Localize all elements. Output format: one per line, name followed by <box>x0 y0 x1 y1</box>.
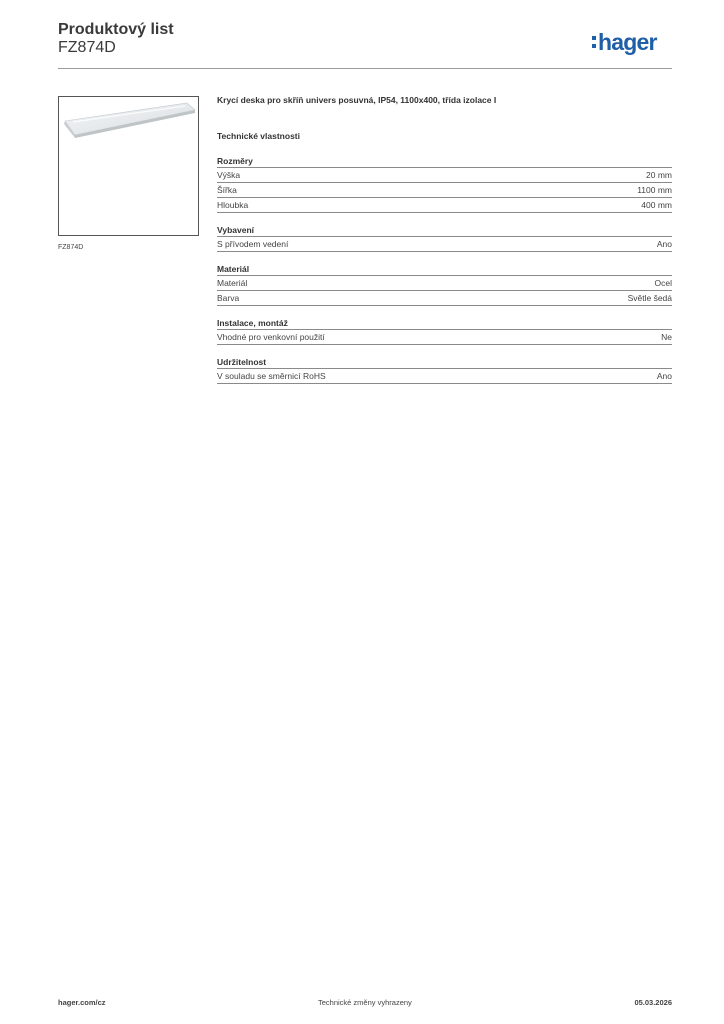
product-description: Krycí deska pro skříň univers posuvná, IP54, 1100x400, třída izolace I <box>217 95 497 105</box>
group-installation <box>217 317 672 345</box>
row-label: Výška <box>217 170 241 180</box>
table-row <box>217 330 672 345</box>
hager-dots-icon <box>592 28 674 58</box>
row-value: 400 mm <box>641 200 672 210</box>
row-value: Ne <box>661 332 672 342</box>
header-divider <box>58 68 672 69</box>
technical-properties-heading: Technické vlastnosti <box>217 131 300 141</box>
table-row <box>217 198 672 213</box>
table-row <box>217 276 672 291</box>
table-row <box>217 168 672 183</box>
row-label: S přívodem vedení <box>217 239 289 249</box>
group-title: Instalace, montáž <box>217 317 672 330</box>
row-label: Vhodné pro venkovní použití <box>217 332 325 342</box>
product-code: FZ874D <box>58 39 116 56</box>
row-label: Šířka <box>217 185 237 195</box>
table-row <box>217 369 672 384</box>
footer-date: 05.03.2026 <box>634 998 672 1007</box>
image-caption: FZ874D <box>58 244 84 251</box>
group-material <box>217 263 672 306</box>
hager-logo[interactable] <box>592 28 674 58</box>
row-label: Materiál <box>217 278 248 288</box>
group-title: Vybavení <box>217 224 672 237</box>
row-value: 20 mm <box>646 170 672 180</box>
row-label: V souladu se směrnicí RoHS <box>217 371 326 381</box>
product-details <box>217 94 672 395</box>
table-row <box>217 237 672 252</box>
row-label: Hloubka <box>217 200 249 210</box>
group-title: Rozměry <box>217 155 672 168</box>
group-equipment <box>217 224 672 252</box>
footer-website-link[interactable]: hager.com/cz <box>58 998 106 1007</box>
table-row <box>217 183 672 198</box>
group-title: Materiál <box>217 263 672 276</box>
row-value: Světle šedá <box>627 293 672 303</box>
row-value: Ano <box>656 239 672 249</box>
row-value: Ocel <box>654 278 672 288</box>
table-row <box>217 291 672 306</box>
logo-text: hager <box>598 29 657 55</box>
product-image <box>58 96 199 236</box>
footer-notice: Technické změny vyhrazeny <box>318 998 412 1007</box>
page-title: Produktový list <box>58 21 174 38</box>
cover-plate-picture <box>59 97 198 235</box>
group-dimensions <box>217 155 672 213</box>
row-value: Ano <box>656 371 672 381</box>
group-sustainability <box>217 356 672 384</box>
row-label: Barva <box>217 293 240 303</box>
group-title: Udržitelnost <box>217 356 672 369</box>
row-value: 1100 mm <box>637 185 672 195</box>
